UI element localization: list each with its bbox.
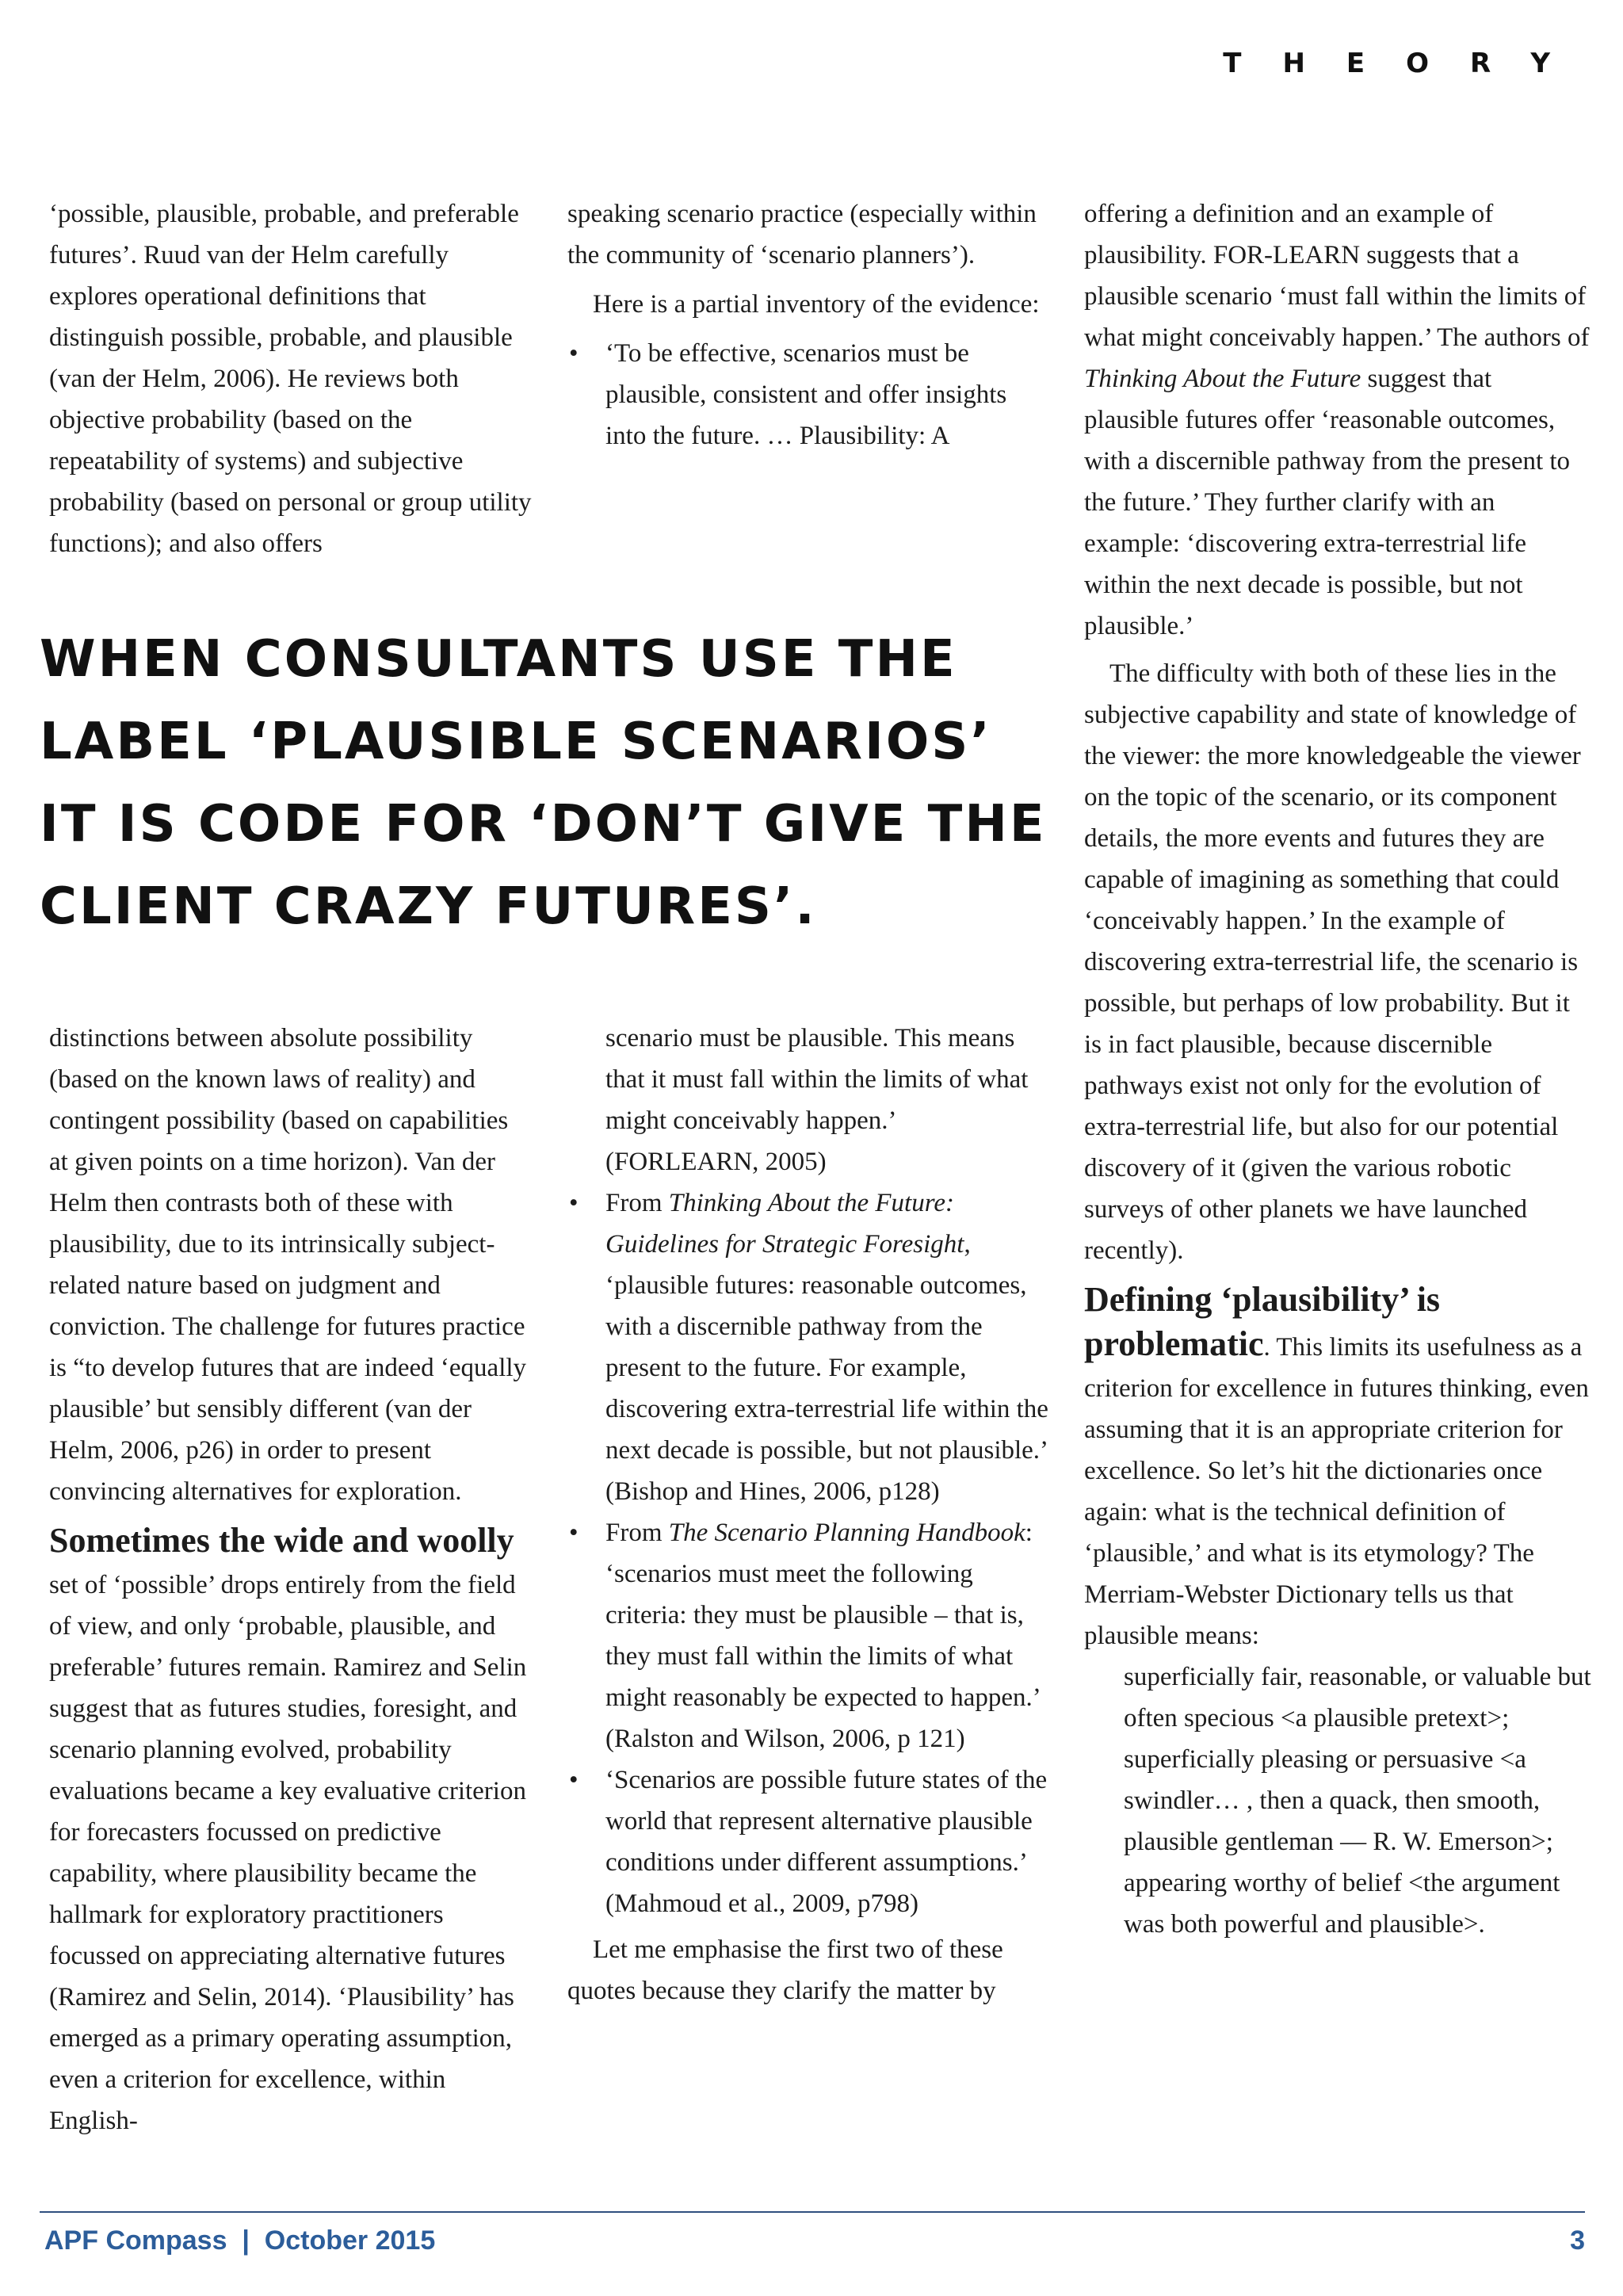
paragraph-text: set of ‘possible’ drops entirely from the field of view, and only ‘probable, plausible, and preferable’ futures remain. Ramirez and Selin suggest that as futures studies, foresight, and scenario planning evolved, probability evaluations became a key evaluative criterion for forecasters focussed on predictive capability, where plausibility became the hallmark for exploratory practitioners focussed on appreciating alternative futures (Ramirez and Selin, 2014). ‘Plausibility’ has emerged as a primary operating assumption, even a criterion for excellence, within English- <box>49 1571 527 2135</box>
paragraph <box>1084 193 1591 647</box>
paragraph: Here is a partial inventory of the evidence: <box>593 290 1040 319</box>
book-title: Thinking About the Future <box>1084 365 1361 393</box>
column-1-bottom <box>49 1018 533 2141</box>
evidence-list-part-2 <box>567 1182 1051 1924</box>
list-item-continuation: scenario must be plausible. This means that it must fall within the limits of what might conceivably happen.’ (FORLEARN, 2005) <box>605 1024 1029 1176</box>
paragraph <box>49 1520 533 2141</box>
paragraph: The difficulty with both of these lies in the subjective capability and state of knowledge of the viewer: the more knowledgeable the viewer on the topic of the scenario, or its component details, the more events and futures they are capable of imagining as something that could ‘conceivably happen.’ In the example of discovering extra-terrestrial life, the scenario is possible, but perhaps of low probability. But it is in fact plausible, because discernible pathways exist not only for the evolution of extra-terrestrial life, but also for our potential discovery of it (given the various robotic surveys of other planets we have launched recently). <box>1084 659 1581 1265</box>
list-text: , ‘plausible futures: reasonable outcomes, with a discernible pathway from the present to the future. For example, discovering extra-terrestrial life within the next decade is possible, but not plausible.’ (Bishop and Hines, 2006, p128) <box>605 1230 1048 1506</box>
list-item: • ‘To be effective, scenarios must be plausible, consistent and offer insights into the future. … Plausibility: A <box>567 333 1051 457</box>
paragraph-text: offering a definition and an example of plausibility. FOR-LEARN suggests that a plausible scenario ‘must fall within the limits of what might conceivably happen.’ The authors of <box>1084 200 1590 352</box>
page-number: 3 <box>1570 2225 1585 2256</box>
list-item <box>567 1182 1051 1512</box>
footer-publication: APF Compass | October 2015 <box>44 2225 436 2256</box>
paragraph: distinctions between absolute possibility (based on the known laws of reality) and contingent possibility (based on capabilities at given points on a time horizon). Van der Helm then contrasts both of these with plausibility, due to its intrinsically subject-related nature based on judgment and conviction. The challenge for futures practice is “to develop futures that are indeed ‘equally plausible’ but sensibly different (van der Helm, 2006, p26) in order to present convincing alternatives for exploration. <box>49 1024 527 1506</box>
column-1-top <box>49 193 533 564</box>
list-item <box>567 1512 1051 1759</box>
evidence-list-part-1 <box>567 333 1051 457</box>
list-text: From <box>605 1519 669 1547</box>
column-3 <box>1084 193 1591 1945</box>
paragraph-text: . This limits its usefulness as a criterion for excellence in futures thinking, even assuming that it is an appropriate criterion for excellence. So let’s hit the dictionaries once again: what is the technical definition of ‘plausible,’ and what is its etymology? The Merriam-Webster Dictionary tells us that plausible means: <box>1084 1333 1589 1650</box>
list-text: From <box>605 1189 669 1217</box>
run-in-heading: Defining ‘plausibility’ is problematic <box>1084 1280 1441 1363</box>
run-in-heading: Sometimes the wide and woolly <box>49 1521 514 1560</box>
dictionary-quote: superficially fair, reasonable, or valuable but often specious <a plausible pretext>; superficially pleasing or persuasive <a swindler… , then a quack, then smooth, plausible gentleman — R. W. Emerson>; appearing worthy of belief <the argument was both powerful and plausible>. <box>1124 1663 1591 1939</box>
paragraph: Let me emphasise the first two of these quotes because they clarify the matter by <box>567 1935 1003 2005</box>
book-title: Thinking About the Future: Guidelines for Strategic Foresight <box>605 1189 964 1259</box>
paragraph <box>1084 1279 1591 1656</box>
section-label: THEORY <box>1223 48 1591 79</box>
paragraph-text: suggest that plausible futures offer ‘reasonable outcomes, with a discernible pathway from the present to the future.’ They further clarify with an example: ‘discovering extra-terrestrial life within the next decade is possible, but not plausible.’ <box>1084 365 1571 640</box>
column-2-top <box>567 193 1051 457</box>
column-2-bottom <box>567 1018 1051 2011</box>
pull-quote: WHEN CONSULTANTS USE THE LABEL ‘PLAUSIBLE SCENARIOS’ IT IS CODE FOR ‘DON’T GIVE THE CLIENT CRAZY FUTURES’. <box>40 630 1047 936</box>
paragraph: speaking scenario practice (especially within the community of ‘scenario planners’). <box>567 200 1037 269</box>
book-title: The Scenario Planning Handbook <box>668 1519 1025 1547</box>
paragraph: ‘possible, plausible, probable, and preferable futures’. Ruud van der Helm carefully explores operational definitions that distinguish possible, probable, and plausible (van der Helm, 2006). He reviews both objective probability (based on the repeatability of systems) and subjective probability (based on personal or group utility functions); and also offers <box>49 200 532 558</box>
footer-rule <box>40 2211 1585 2213</box>
list-text: : ‘scenarios must meet the following criteria: they must be plausible – that is, they must fall within the limits of what might reasonably be expected to happen.’ (Ralston and Wilson, 2006, p 121) <box>605 1519 1040 1753</box>
list-item: • ‘Scenarios are possible future states of the world that represent alternative plausible conditions under different assumptions.’ (Mahmoud et al., 2009, p798) <box>567 1759 1051 1924</box>
